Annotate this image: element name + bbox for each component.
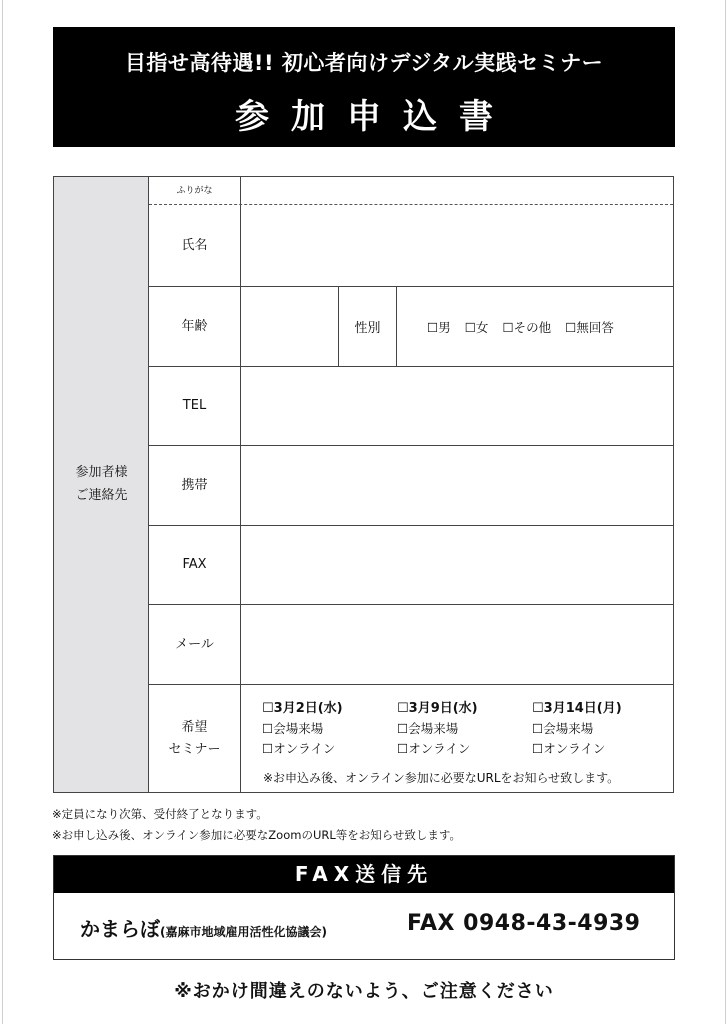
furigana-label: ふりがな	[149, 177, 241, 204]
name-row	[149, 205, 673, 287]
gender-checkbox-other[interactable]: ☐その他	[502, 319, 552, 335]
organization-full-name: (嘉麻市地域雇用活性化協議会)	[160, 925, 327, 939]
online-checkbox[interactable]: ☐オンライン	[262, 741, 336, 756]
session-mar-2	[262, 697, 343, 760]
form-title: 参加申込書	[235, 97, 515, 137]
page-border-right	[725, 0, 726, 1024]
session-mar-9	[397, 697, 478, 760]
venue-checkbox[interactable]: ☐会場来場	[532, 721, 594, 736]
furigana-row	[149, 177, 673, 205]
note-zoom: ※お申し込み後、オンライン参加に必要なZoomのURL等をお知らせ致します。	[52, 828, 461, 842]
online-checkbox[interactable]: ☐オンライン	[397, 741, 471, 756]
seminar-row	[149, 685, 673, 792]
seminar-note: ※お申込み後、オンライン参加に必要なURLをお知らせ致します。	[263, 771, 620, 785]
session-date-checkbox[interactable]: ☐3月9日(水)	[397, 701, 478, 716]
fax-destination-box	[53, 855, 675, 960]
venue-checkbox[interactable]: ☐会場来場	[397, 721, 459, 736]
age-input[interactable]	[241, 287, 338, 366]
application-form	[53, 176, 674, 793]
age-label: 年齢	[149, 287, 241, 366]
name-label: 氏名	[149, 205, 241, 286]
session-date-checkbox[interactable]: ☐3月14日(月)	[532, 701, 622, 716]
session-date-checkbox[interactable]: ☐3月2日(水)	[262, 701, 343, 716]
gender-options	[397, 287, 673, 366]
mobile-label: 携帯	[149, 446, 241, 525]
furigana-input[interactable]	[241, 177, 673, 204]
page-border-left	[2, 0, 3, 1024]
tel-label: TEL	[149, 367, 241, 445]
session-mar-14	[532, 697, 622, 760]
tel-row	[149, 367, 673, 446]
gender-checkbox-female[interactable]: ☐女	[464, 319, 489, 335]
gender-checkbox-no-answer[interactable]: ☐無回答	[565, 319, 614, 335]
note-capacity: ※定員になり次第、受付終了となります。	[52, 807, 268, 821]
tel-input[interactable]	[241, 367, 673, 445]
age-gender-row	[149, 287, 673, 367]
fax-destination-heading: FAX送信先	[54, 856, 674, 893]
email-input[interactable]	[241, 605, 673, 684]
fax-input[interactable]	[241, 526, 673, 604]
gender-label: 性別	[338, 287, 397, 366]
venue-checkbox[interactable]: ☐会場来場	[262, 721, 324, 736]
contact-section-label-column	[54, 177, 149, 792]
contact-section-label: 参加者様 ご連絡先	[75, 465, 128, 503]
seminar-options	[241, 685, 673, 792]
name-input[interactable]	[241, 205, 673, 286]
fax-label: FAX	[149, 526, 241, 604]
seminar-title: 目指せ高待遇!! 初心者向けデジタル実践セミナー	[124, 51, 604, 75]
fax-row	[149, 526, 673, 605]
fax-number: FAX 0948-43-4939	[407, 911, 641, 936]
fax-destination-body	[54, 893, 674, 959]
form-header	[53, 27, 675, 147]
mobile-input[interactable]	[241, 446, 673, 525]
email-label: メール	[149, 605, 241, 684]
gender-checkbox-male[interactable]: ☐男	[427, 319, 451, 335]
email-row	[149, 605, 673, 685]
dial-warning: ※おかけ間違えのないよう、ご注意ください	[174, 981, 554, 1002]
online-checkbox[interactable]: ☐オンライン	[532, 741, 606, 756]
mobile-row	[149, 446, 673, 526]
seminar-label: 希望 セミナー	[149, 685, 241, 792]
form-notes	[52, 804, 461, 846]
organization-name: かまらぼ(嘉麻市地域雇用活性化協議会)	[80, 917, 327, 941]
